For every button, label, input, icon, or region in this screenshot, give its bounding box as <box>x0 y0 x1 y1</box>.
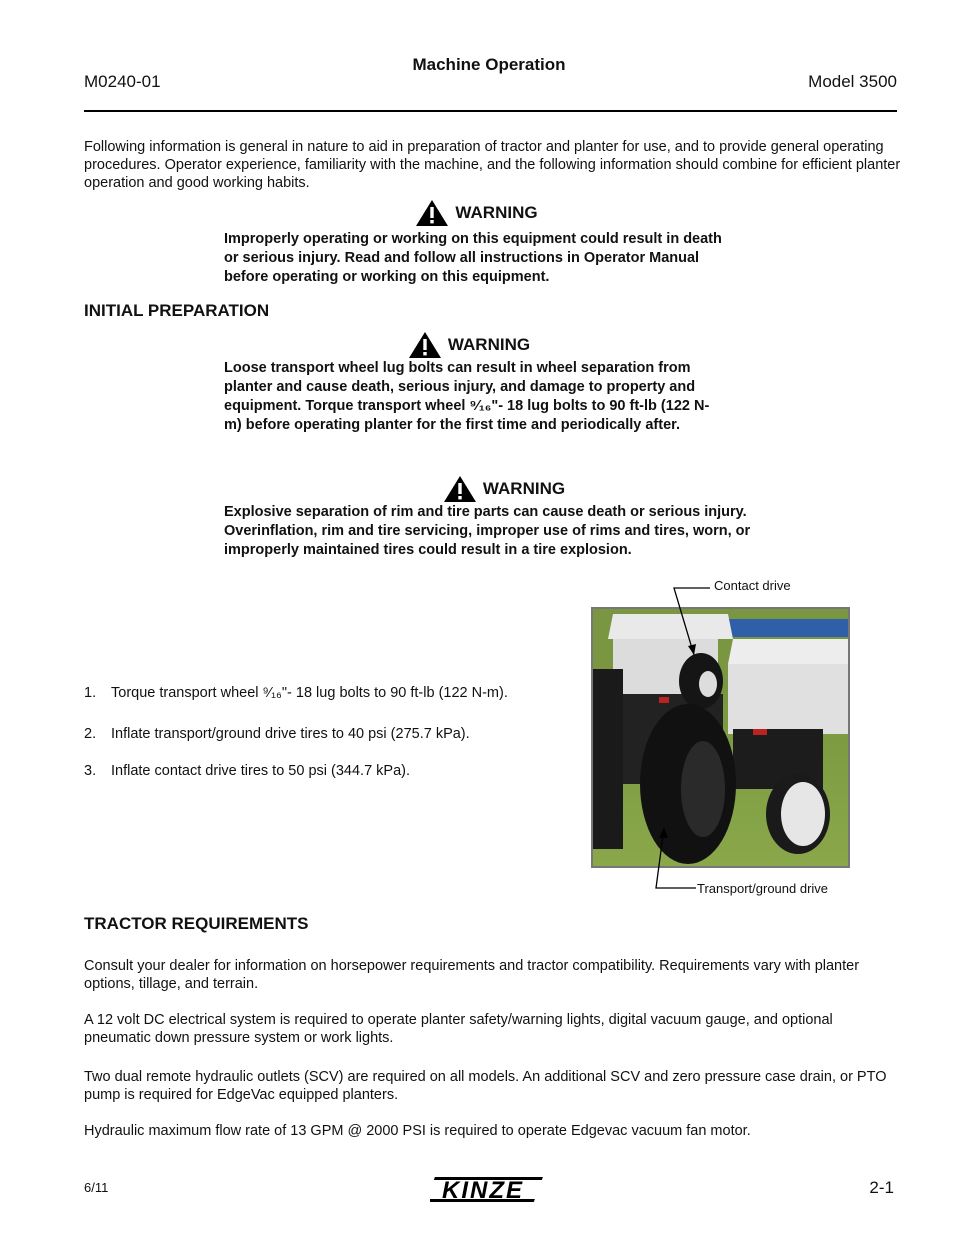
warning-triangle-icon <box>415 199 449 227</box>
step-text: Inflate contact drive tires to 50 psi (344.7 kPa). <box>111 763 411 779</box>
list-item <box>84 763 410 779</box>
step-text: Inflate transport/ground drive tires to 40 psi (275.7 kPa). <box>111 726 470 742</box>
paragraph: Hydraulic maximum flow rate of 13 GPM @ 2000 PSI is required to operate Edgevac vacuum fan motor. <box>84 1123 751 1139</box>
warning-triangle-icon <box>408 331 442 359</box>
logo-text: KINZE <box>442 1177 524 1204</box>
warning-box-1 <box>224 200 729 287</box>
callout-line-top <box>674 588 710 655</box>
planter-illustration <box>593 609 848 866</box>
warning-heading <box>224 476 784 502</box>
warning-triangle-icon <box>443 475 477 503</box>
header-rule <box>84 110 897 112</box>
callout-arrowhead <box>688 644 696 655</box>
warning-text: Improperly operating or working on this equipment could result in death or serious injury. Read and follow all instructions in Operator Manual before operating or working on this equipment. <box>224 231 722 285</box>
paragraph: A 12 volt DC electrical system is required to operate planter safety/warning lights, digital vacuum gauge, and optional pneumatic down pressure system or work lights. <box>84 1012 833 1046</box>
warning-heading <box>224 200 729 226</box>
tractor-requirements-heading: TRACTOR REQUIREMENTS <box>84 914 309 933</box>
section-title: Machine Operation <box>412 55 566 74</box>
paragraph: Consult your dealer for information on horsepower requirements and tractor compatibility. Requirements vary with planter options, tillage, and terrain. <box>84 958 860 992</box>
step-number: 1. <box>84 685 97 701</box>
model-label: Model 3500 <box>808 72 897 91</box>
warning-heading <box>224 332 714 358</box>
kinze-logo <box>430 1174 550 1211</box>
planter-photo <box>591 607 850 868</box>
warning-label: WARNING <box>447 335 531 354</box>
list-item <box>84 685 508 701</box>
warning-label: WARNING <box>482 479 566 498</box>
callout-arrowhead <box>659 828 668 838</box>
list-item <box>84 726 470 742</box>
step-number: 2. <box>84 726 97 742</box>
kinze-logo-mark <box>430 1174 550 1206</box>
intro-paragraph: Following information is general in nature to aid in preparation of tractor and planter for use, and to provide general operating procedures. Operator experience, familiarity with the machine, and the following information should combine for efficient planter operation and good working habits. <box>84 139 901 191</box>
initial-preparation-heading: INITIAL PREPARATION <box>84 301 270 320</box>
page-number: 2-1 <box>869 1178 894 1197</box>
step-number: 3. <box>84 763 97 779</box>
step-text: Torque transport wheel ⁹⁄₁₆"- 18 lug bolts to 90 ft-lb (122 N-m). <box>111 685 508 701</box>
warning-label: WARNING <box>455 203 538 222</box>
footer-date: 6/11 <box>84 1180 109 1195</box>
warning-text: Explosive separation of rim and tire parts can cause death or serious injury. Overinflation, rim and tire servicing, improper use of rims and tires, worn, or improperly maintained tires could result in a tire explosion. <box>224 504 751 558</box>
callout-contact-drive: Contact drive <box>714 578 791 593</box>
warning-box-3 <box>224 476 784 560</box>
warning-box-2 <box>224 332 714 435</box>
callout-transport-drive: Transport/ground drive <box>697 881 829 896</box>
warning-text: Loose transport wheel lug bolts can result in wheel separation from planter and cause death, serious injury, and damage to property and equipment. Torque transport wheel ⁹⁄₁₆"- 18 lug bolts to 90 ft-lb (122 N-m) before operating planter for the first time and periodically after. <box>224 360 710 433</box>
callout-lines <box>650 580 720 900</box>
paragraph: Two dual remote hydraulic outlets (SCV) are required on all models. An additional SCV and zero pressure case drain, or PTO pump is required for EdgeVac equipped planters. <box>84 1069 887 1103</box>
doc-number: M0240-01 <box>84 72 161 91</box>
